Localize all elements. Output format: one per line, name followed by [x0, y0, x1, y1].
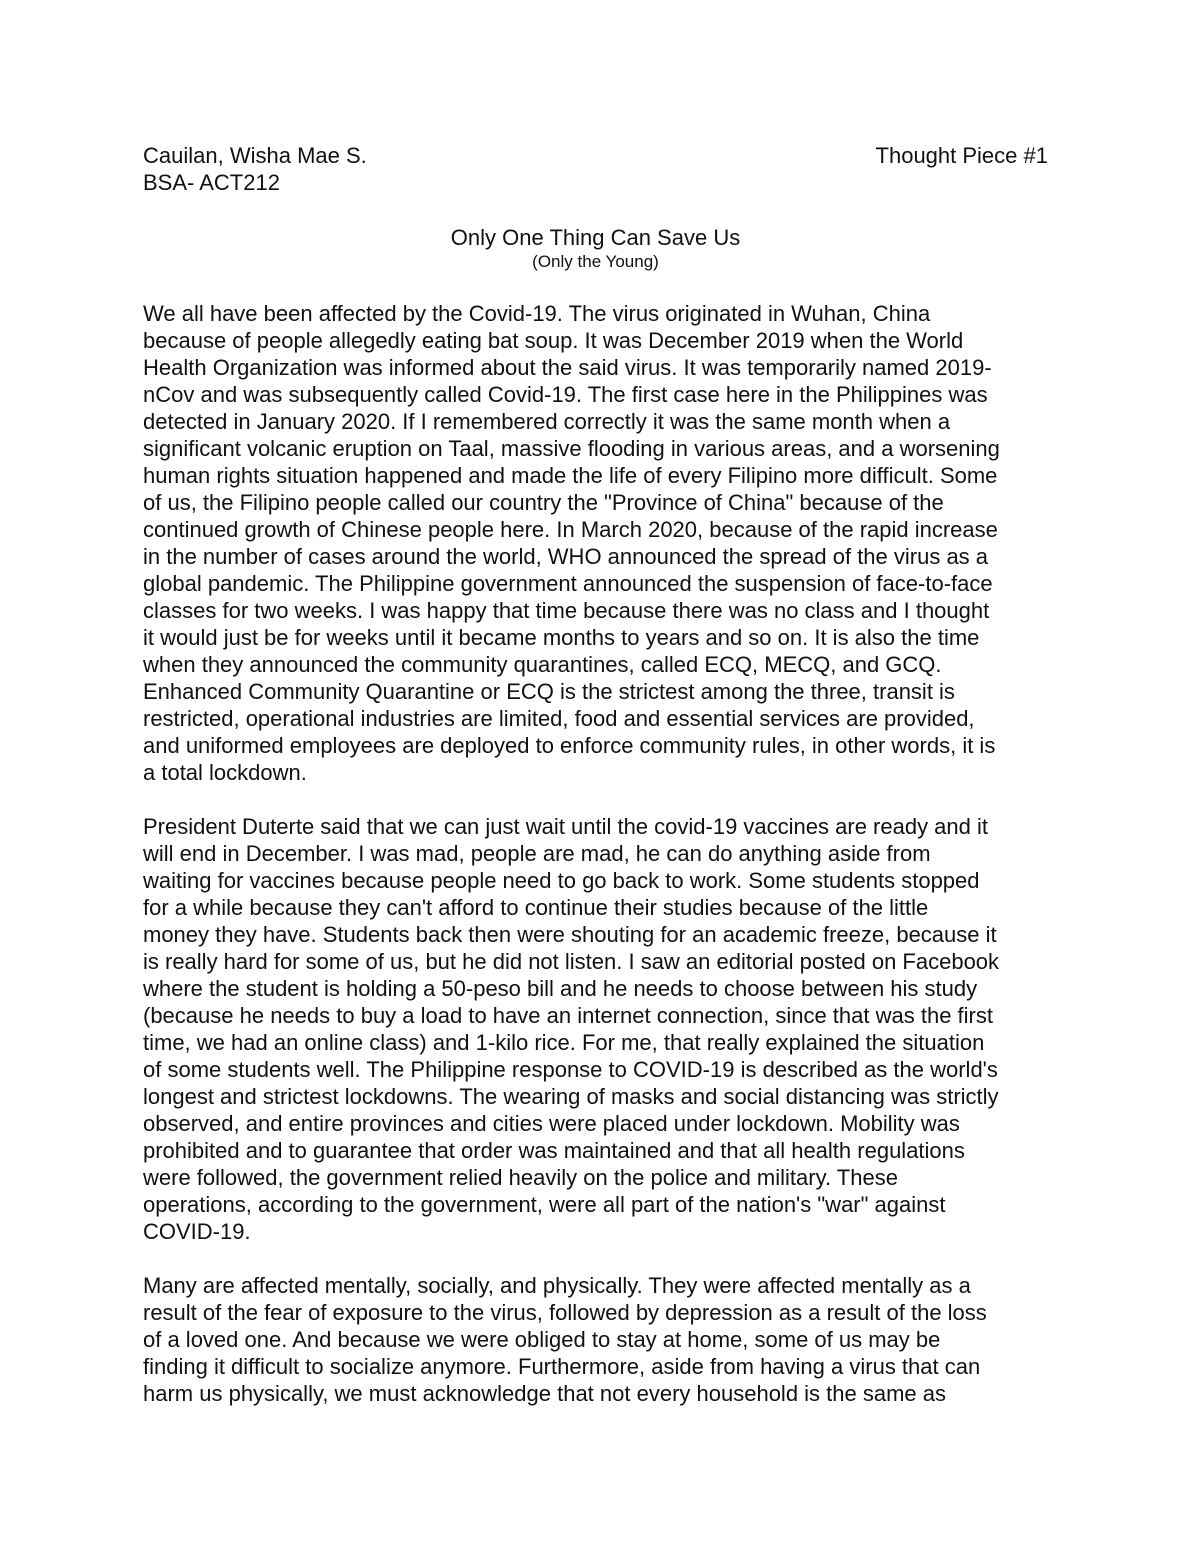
text-line: will end in December. I was mad, people are mad, he can do anything aside from: [143, 841, 931, 866]
title-block: [143, 224, 1048, 273]
author-name: Cauilan, Wisha Mae S.: [143, 143, 367, 168]
text-line: of some students well. The Philippine response to COVID-19 is described as the world's: [143, 1057, 998, 1082]
text-line: nCov and was subsequently called Covid-19. The first case here in the Philippines was: [143, 382, 988, 407]
text-line: observed, and entire provinces and cities were placed under lockdown. Mobility was: [143, 1111, 960, 1136]
text-line: and uniformed employees are deployed to enforce community rules, in other words, it is: [143, 733, 996, 758]
text-line: were followed, the government relied heavily on the police and military. These: [143, 1165, 898, 1190]
text-line: finding it difficult to socialize anymore. Furthermore, aside from having a virus that can: [143, 1354, 981, 1379]
text-line: a total lockdown.: [143, 760, 307, 785]
text-line: significant volcanic eruption on Taal, massive flooding in various areas, and a worsening: [143, 436, 1000, 461]
text-line: it would just be for weeks until it became months to years and so on. It is also the time: [143, 625, 980, 650]
essay-title: Only One Thing Can Save Us: [450, 225, 741, 250]
document-header: [143, 142, 1048, 200]
text-line: result of the fear of exposure to the virus, followed by depression as a result of the loss: [143, 1300, 987, 1325]
text-line: continued growth of Chinese people here. In March 2020, because of the rapid increase: [143, 517, 998, 542]
text-line: waiting for vaccines because people need to go back to work. Some students stopped: [143, 868, 980, 893]
text-line: longest and strictest lockdowns. The wearing of masks and social distancing was strictly: [143, 1084, 999, 1109]
text-line: for a while because they can't afford to continue their studies because of the little: [143, 895, 929, 920]
paragraph: [143, 813, 1048, 1245]
text-line: COVID-19.: [143, 1219, 251, 1244]
text-line: operations, according to the government, were all part of the nation's "war" against: [143, 1192, 946, 1217]
text-line: where the student is holding a 50-peso bill and he needs to choose between his study: [143, 976, 978, 1001]
text-line: restricted, operational industries are limited, food and essential services are provided,: [143, 706, 975, 731]
text-line: classes for two weeks. I was happy that time because there was no class and I thought: [143, 598, 990, 623]
essay-body: [143, 300, 1048, 1434]
text-line: Enhanced Community Quarantine or ECQ is the strictest among the three, transit is: [143, 679, 955, 704]
paragraph: [143, 300, 1048, 786]
text-line: prohibited and to guarantee that order was maintained and that all health regulations: [143, 1138, 965, 1163]
text-line: time, we had an online class) and 1-kilo rice. For me, that really explained the situation: [143, 1030, 985, 1055]
text-line: money they have. Students back then were shouting for an academic freeze, because it: [143, 922, 997, 947]
text-line: Many are affected mentally, socially, and physically. They were affected mentally as a: [143, 1273, 971, 1298]
text-line: Health Organization was informed about the said virus. It was temporarily named 2019-: [143, 355, 992, 380]
essay-subtitle: (Only the Young): [532, 252, 659, 271]
thought-piece-label: Thought Piece #1: [875, 143, 1048, 168]
text-line: human rights situation happened and made the life of every Filipino more difficult. Some: [143, 463, 998, 488]
text-line: global pandemic. The Philippine government announced the suspension of face-to-face: [143, 571, 993, 596]
text-line: detected in January 2020. If I remembered correctly it was the same month when a: [143, 409, 951, 434]
text-line: is really hard for some of us, but he did not listen. I saw an editorial posted on Facebook: [143, 949, 1000, 974]
course-section: BSA- ACT212: [143, 170, 280, 195]
text-line: (because he needs to buy a load to have an internet connection, since that was the first: [143, 1003, 993, 1028]
text-line: in the number of cases around the world, WHO announced the spread of the virus as a: [143, 544, 989, 569]
paragraph: [143, 1272, 1048, 1407]
text-line: of a loved one. And because we were obliged to stay at home, some of us may be: [143, 1327, 941, 1352]
text-line: President Duterte said that we can just wait until the covid-19 vaccines are ready and it: [143, 814, 989, 839]
text-line: when they announced the community quarantines, called ECQ, MECQ, and GCQ.: [143, 652, 942, 677]
text-line: of us, the Filipino people called our country the "Province of China" because of the: [143, 490, 944, 515]
text-line: harm us physically, we must acknowledge that not every household is the same as: [143, 1381, 946, 1406]
text-line: because of people allegedly eating bat soup. It was December 2019 when the World: [143, 328, 964, 353]
text-line: We all have been affected by the Covid-19. The virus originated in Wuhan, China: [143, 301, 931, 326]
